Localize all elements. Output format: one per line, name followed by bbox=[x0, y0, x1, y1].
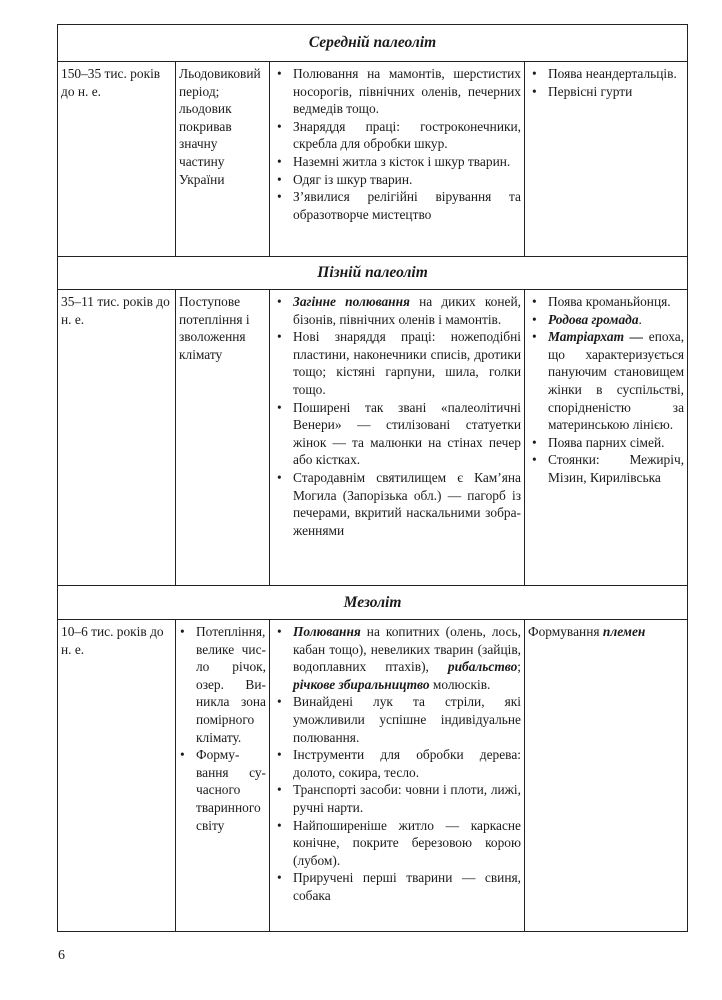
bullet-list bbox=[528, 65, 684, 100]
text-segment: Формування bbox=[528, 624, 603, 639]
text-segment: молюсків. bbox=[429, 676, 491, 692]
climate-cell bbox=[176, 62, 270, 257]
text-segment: Потепління, велике число річок, озер. Виникла зона помірного клімату. bbox=[196, 624, 266, 745]
activities-cell bbox=[270, 620, 525, 932]
bullet-list bbox=[273, 65, 521, 223]
text-segment: Одяг із шкур тварин. bbox=[293, 171, 413, 187]
climate-cell bbox=[176, 290, 270, 586]
society-cell bbox=[525, 62, 688, 257]
list-item bbox=[528, 65, 684, 83]
list-item bbox=[273, 746, 521, 781]
text-segment: Стоянки: Межиріч, Мізин, Кирилівська bbox=[548, 452, 685, 485]
emphasis-term: Родова громада bbox=[548, 311, 639, 327]
date-cell: 150–35 тис. років до н. е. bbox=[58, 62, 176, 257]
text-segment: Винайдені лук та стріли, які уможливили успішне індивідуальне полювання. bbox=[293, 694, 521, 745]
page-number: 6 bbox=[58, 948, 65, 963]
text-segment: Найпоширеніше житло — каркасне конічне, покрите березовою корою (лубом). bbox=[293, 817, 521, 868]
list-item bbox=[273, 399, 521, 469]
bullet-list bbox=[528, 293, 684, 487]
list-item bbox=[528, 311, 684, 329]
emphasis-term: Матріархат — bbox=[548, 329, 644, 345]
date-cell: 35–11 тис. років до н. е. bbox=[58, 290, 176, 586]
list-item bbox=[528, 451, 684, 486]
bullet-list bbox=[176, 623, 266, 834]
list-item bbox=[273, 65, 521, 118]
list-item bbox=[273, 623, 521, 693]
list-item bbox=[273, 781, 521, 816]
emphasis-term: Полювання bbox=[293, 624, 361, 639]
text-segment: Первісні гурти bbox=[548, 83, 633, 99]
text-segment: Стародавнім святилищем є Кам’яна Могила (Запорізька обл.) — пагорб із печерами, вкритий наскальними зображеннями bbox=[293, 469, 521, 538]
text-segment: Приручені перші тварини — свиня, собака bbox=[293, 870, 521, 903]
climate-text: Поступове потепління і зволоження клімату bbox=[179, 294, 250, 362]
list-item bbox=[273, 293, 521, 328]
climate-cell bbox=[176, 620, 270, 932]
emphasis-term: Загінне полювання bbox=[293, 294, 410, 309]
period-row bbox=[58, 620, 688, 932]
list-item bbox=[528, 293, 684, 311]
text-segment: Знаряддя праці: гостроконечники, скребла для обробки шкур. bbox=[293, 118, 521, 152]
text-segment: на диких коней, бізонів, північних оленів і мамонтів. bbox=[293, 294, 521, 327]
section-title: Пізній палеоліт bbox=[58, 257, 688, 290]
section-header-row bbox=[58, 257, 688, 290]
list-item bbox=[273, 118, 521, 153]
section-title: Середній палеоліт bbox=[58, 25, 688, 62]
list-item bbox=[273, 869, 521, 904]
text-segment: Поява неандертальців. bbox=[548, 66, 677, 81]
list-item bbox=[273, 328, 521, 398]
period-row bbox=[58, 290, 688, 586]
list-item bbox=[273, 693, 521, 746]
list-item bbox=[273, 188, 521, 223]
text-segment: Поява парних сімей. bbox=[548, 434, 665, 450]
text-segment: ; bbox=[517, 659, 521, 675]
text-segment: . bbox=[638, 311, 642, 327]
emphasis-term: племен bbox=[602, 624, 646, 639]
section-header-row bbox=[58, 25, 688, 62]
list-item bbox=[528, 83, 684, 101]
society-cell bbox=[525, 290, 688, 586]
text-segment: Полювання на мамонтів, шерстистих носорогів, північних оленів, печерних ведмедів тощо. bbox=[293, 66, 521, 117]
text-segment: епоха, що характеризується пануючим становищем жінки в суспільстві, спорідненістю за материнською лінією. bbox=[548, 329, 685, 433]
society-cell bbox=[525, 620, 688, 932]
date-cell: 10–6 тис. років до н. е. bbox=[58, 620, 176, 932]
text-segment: Поширені так звані «палеолітичні Венери» — стилізовані статуетки жінок — та малюнки на стінах печер або кістках. bbox=[293, 399, 521, 468]
bullet-list bbox=[273, 293, 521, 539]
list-item bbox=[273, 469, 521, 539]
list-item bbox=[528, 434, 684, 452]
text-segment: З’явилися релігійні вірування та образотворче мистецтво bbox=[293, 189, 521, 222]
list-item bbox=[273, 817, 521, 870]
text-segment: Наземні житла з кісток і шкур тварин. bbox=[293, 153, 511, 169]
activities-cell bbox=[270, 290, 525, 586]
list-item bbox=[528, 328, 684, 434]
text-segment: Формування сучасного тваринного світу bbox=[196, 747, 266, 833]
history-periods-table bbox=[57, 24, 688, 932]
text-segment: Поява кроманьйонця. bbox=[548, 294, 671, 309]
text-segment: Транспорті засоби: човни і плоти, лижі, ручні нарти. bbox=[293, 782, 521, 815]
period-row bbox=[58, 62, 688, 257]
emphasis-term: рибальство bbox=[447, 659, 518, 675]
bullet-list bbox=[273, 623, 521, 905]
text-segment: Нові знаряддя праці: ножеподібні пластини, наконечники списів, дротики тощо; кістяні гарпуни, шила, голки тощо. bbox=[293, 329, 521, 397]
section-header-row bbox=[58, 586, 688, 620]
list-item bbox=[273, 171, 521, 189]
text-segment: Інструменти для обробки дерева: долото, сокира, тесло. bbox=[293, 747, 521, 780]
list-item bbox=[273, 153, 521, 171]
text-segment: на копитних (олень, лось, кабан тощо), невеликих тварин (зайців, водоплавних птахів), bbox=[293, 624, 521, 675]
list-item bbox=[176, 746, 266, 834]
section-title: Мезоліт bbox=[58, 586, 688, 620]
activities-cell bbox=[270, 62, 525, 257]
society-text bbox=[528, 623, 684, 641]
climate-text: Льодовиковий період; льодовик покривав значну частину України bbox=[179, 66, 261, 187]
emphasis-term: річкове збиральництво bbox=[293, 676, 430, 692]
list-item bbox=[176, 623, 266, 746]
